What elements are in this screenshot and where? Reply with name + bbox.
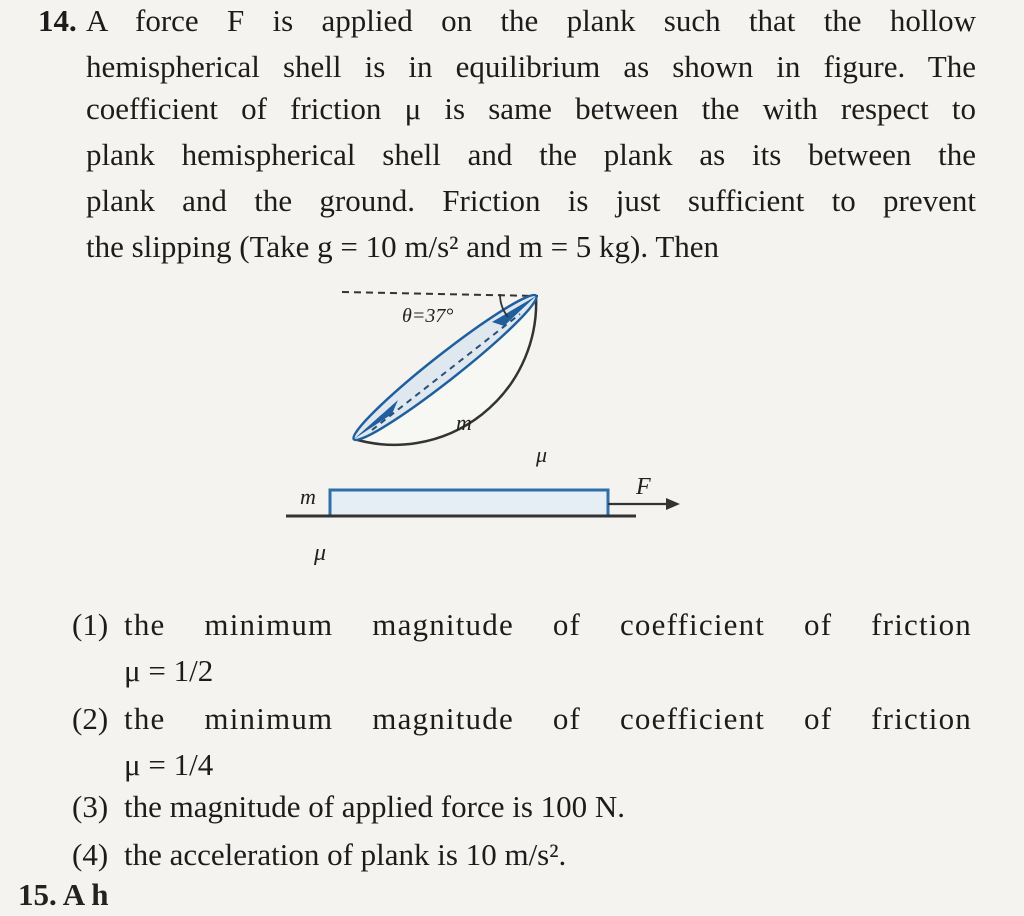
- option-2-text: the minimum magnitude of coefficient of friction: [124, 701, 972, 736]
- option-2-number: (2): [72, 701, 109, 736]
- shell-on-plank-figure: [280, 282, 700, 582]
- shell-mass-label: m: [456, 410, 472, 435]
- question-line-5: plank and the ground. Friction is just sufficient to prevent: [86, 183, 976, 218]
- question-line-6: the slipping (Take g = 10 m/s² and m = 5 kg). Then: [86, 229, 720, 264]
- figure-diagram: [280, 282, 700, 582]
- question-line-1: A force F is applied on the plank such that the hollow: [86, 3, 976, 38]
- force-label: F: [636, 474, 651, 500]
- horizontal-reference-line: [342, 292, 538, 296]
- question-line-3: coefficient of friction μ is same between the with respect to: [86, 91, 976, 126]
- option-1-text: the minimum magnitude of coefficient of friction: [124, 607, 972, 642]
- option-3-text: the magnitude of applied force is 100 N.: [124, 789, 626, 824]
- shell-friction-label: μ: [536, 442, 548, 467]
- question-number: 14.: [38, 3, 77, 38]
- option-1-number: (1): [72, 607, 109, 642]
- option-4-number: (4): [72, 837, 109, 872]
- ground-friction-label: μ: [314, 540, 327, 566]
- next-question-fragment: 15. A h: [18, 877, 109, 912]
- option-2-subtext: μ = 1/4: [124, 747, 214, 782]
- option-4-text: the acceleration of plank is 10 m/s².: [124, 837, 567, 872]
- question-line-2: hemispherical shell is in equilibrium as shown in figure. The: [86, 49, 976, 84]
- plank-mass-label: m: [300, 484, 316, 509]
- option-3-number: (3): [72, 789, 109, 824]
- option-1-subtext: μ = 1/2: [124, 653, 214, 688]
- force-arrow-head: [666, 498, 680, 510]
- angle-label: θ=37°: [402, 305, 454, 327]
- plank: [330, 490, 608, 516]
- question-line-4: plank hemispherical shell and the plank as its between the: [86, 137, 976, 172]
